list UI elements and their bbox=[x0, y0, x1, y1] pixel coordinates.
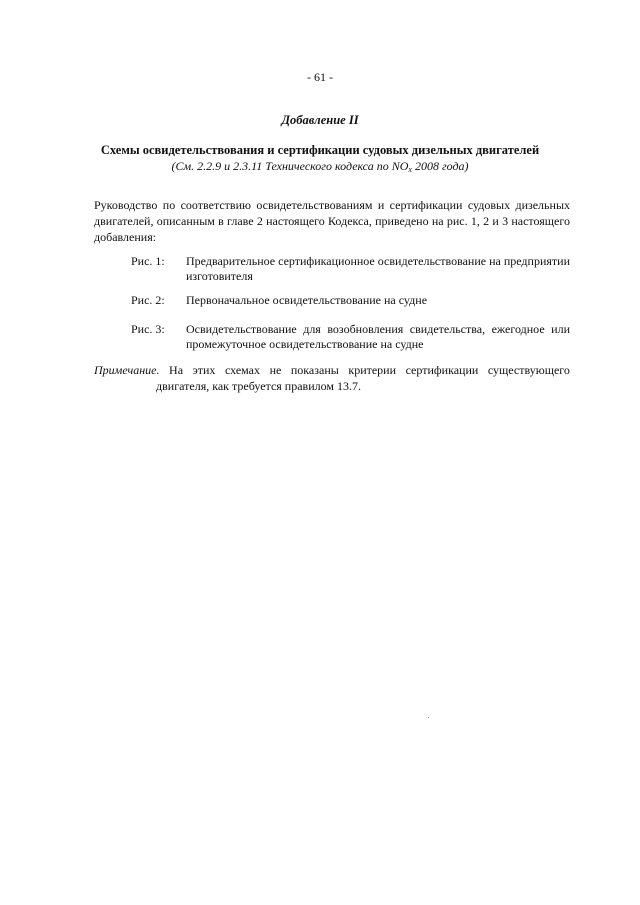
subtitle bbox=[0, 159, 640, 174]
note-word: не bbox=[269, 363, 282, 377]
figure-label: Рис. 1: bbox=[131, 254, 165, 268]
note-word: схемах bbox=[224, 363, 261, 377]
subtitle-suffix: 2008 года) bbox=[411, 159, 469, 173]
subtitle-prefix: (См. 2.2.9 и 2.3.11 Технического кодекса по NO bbox=[171, 159, 409, 173]
main-title: Схемы освидетельствования и сертификации судовых дизельных двигателей bbox=[100, 143, 540, 157]
figure-description: Предварительное сертификационное освидетельствование на предприятии изготовителя bbox=[186, 254, 570, 283]
figure-label: Рис. 2: bbox=[131, 293, 165, 307]
note-line-1 bbox=[94, 362, 570, 378]
note-paragraph bbox=[94, 362, 570, 394]
appendix-title: Добавление II bbox=[281, 113, 359, 127]
note-line-2: двигателя, как требуется правилом 13.7. bbox=[156, 379, 361, 393]
intro-paragraph: Руководство по соответствию освидетельствованиям и сертификации судовых дизельных двигателей, описанным в главе 2 настоящего Кодекса, приведено на рис. 1, 2 и 3 настоящего добавления: bbox=[94, 198, 570, 244]
figure-description: Первоначальное освидетельствование на судне bbox=[186, 293, 428, 307]
note-word: На bbox=[169, 363, 184, 377]
note-label: Примечание. bbox=[94, 363, 160, 377]
page-number: - 61 - bbox=[307, 70, 333, 84]
note-word: показаны bbox=[290, 363, 339, 377]
subtitle-subscript: x bbox=[408, 165, 412, 174]
note-word: критерии bbox=[348, 363, 397, 377]
note-word: существующего bbox=[487, 363, 570, 377]
note-word: этих bbox=[192, 363, 216, 377]
figure-description: Освидетельствование для возобновления свидетельства, ежегодное или промежуточное освидетельствование на судне bbox=[186, 322, 570, 351]
scan-speck bbox=[428, 717, 429, 718]
figure-label: Рис. 3: bbox=[131, 322, 165, 336]
note-word: сертификации bbox=[405, 363, 479, 377]
